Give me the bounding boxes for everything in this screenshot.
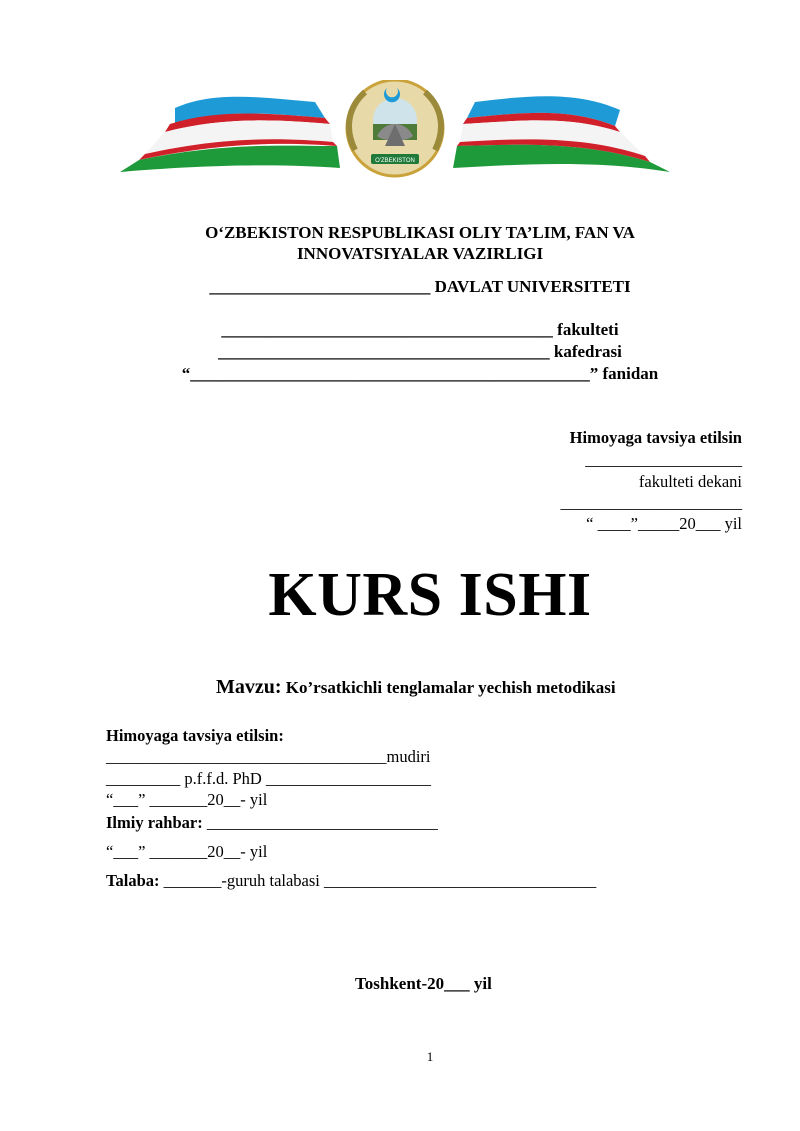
topic-line (216, 676, 616, 699)
topic-text: Ko’rsatkichli tenglamalar yechish metodikasi (281, 678, 616, 697)
student-blank: _______-guruh talabasi _________________________________ (159, 871, 597, 890)
coat-of-arms (347, 80, 443, 176)
defense-date-2: “___” _______20__- yil (106, 842, 268, 861)
ministry-line-1: O‘ZBEKISTON RESPUBLIKASI OLIY TA’LIM, FAN VA (205, 223, 635, 242)
flag-left (120, 97, 340, 172)
ministry-heading (100, 222, 740, 264)
advisor-label: Ilmiy rahbar: (106, 813, 203, 832)
approval-signature-line: ___________________ (585, 450, 742, 469)
phd-line: _________ p.f.f.d. PhD ____________________ (106, 769, 431, 788)
emblem-ribbon-text: O'ZBEKISTON (375, 158, 415, 164)
approval-name-line: ______________________ (560, 493, 742, 512)
student-label: Talaba: (106, 871, 160, 890)
page-number: 1 (426, 1049, 434, 1064)
document-title: KURS ISHI (268, 561, 592, 629)
head-of-department-line: __________________________________mudiri (106, 747, 431, 766)
approval-date: “ ____”_____20___ yil (586, 514, 742, 533)
approval-heading: Himoyaga tavsiya etilsin (569, 428, 742, 447)
flag-right (453, 96, 670, 172)
defense-date-1: “___” _______20__- yil (106, 790, 268, 809)
city-year: Toshkent-20___ yil (355, 974, 492, 993)
state-emblem-flag-banner (115, 80, 675, 180)
dean-label: fakulteti dekani (638, 472, 742, 491)
advisor-blank: ____________________________ (202, 813, 438, 832)
subject-line: “_______________________________________________” fanidan (181, 364, 659, 383)
university-line: __________________________ DAVLAT UNIVERSITETI (209, 277, 631, 296)
defense-heading: Himoyaga tavsiya etilsin: (106, 726, 284, 745)
department-line: _______________________________________ kafedrasi (218, 342, 622, 361)
ministry-line-2: INNOVATSIYALAR VAZIRLIGI (296, 244, 544, 263)
topic-label: Mavzu: (216, 676, 282, 698)
student-line (106, 871, 596, 891)
advisor-line (106, 813, 438, 833)
faculty-line: _______________________________________ fakulteti (221, 320, 619, 339)
